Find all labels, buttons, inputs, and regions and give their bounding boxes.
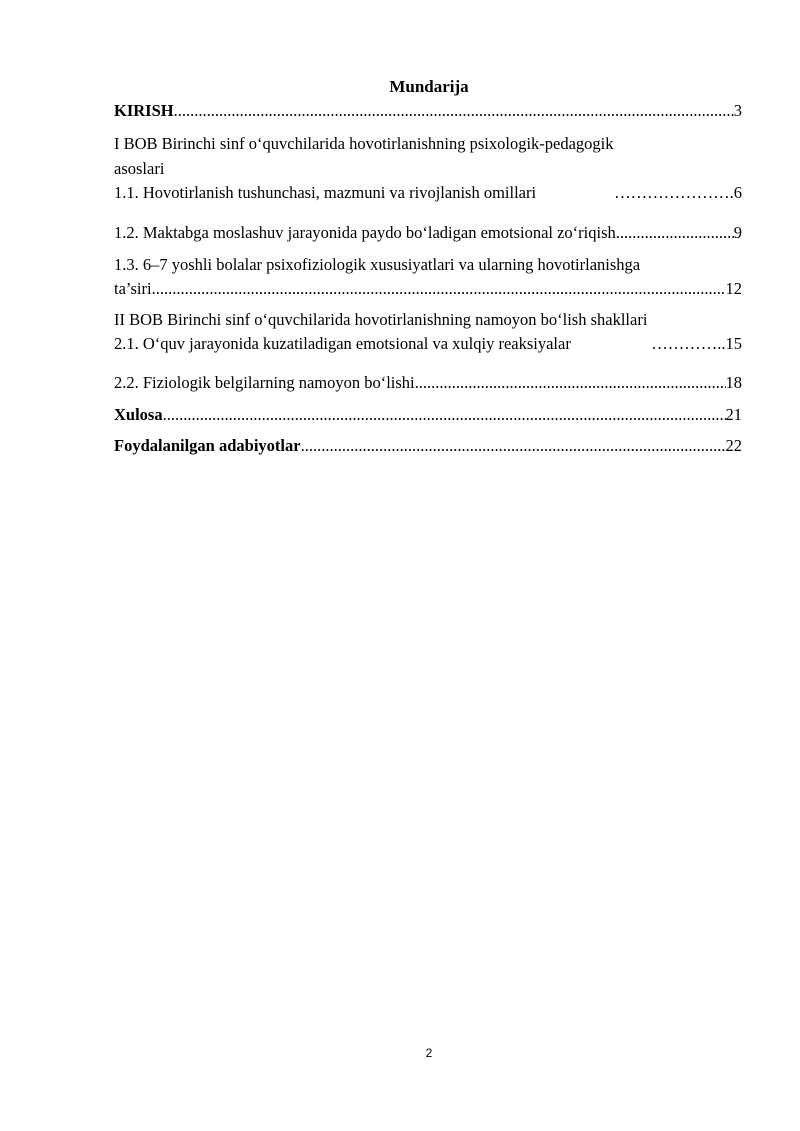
page-number: 2 (425, 1046, 433, 1060)
toc-entry-label: Xulosa (114, 405, 163, 424)
ellipsis-leader: …………………. (614, 183, 734, 202)
toc-page-number: 12 (725, 279, 742, 298)
toc-entry-label: 2.1. O‘quv jarayonida kuzatiladigan emotsional va xulqiy reaksiyalar (114, 334, 571, 353)
toc-page-number: 22 (725, 436, 742, 455)
toc-entry-label: KIRISH (114, 101, 174, 120)
toc-page-number: 3 (733, 101, 742, 120)
ellipsis-leader: ………….. (651, 334, 726, 353)
chapter-1-heading-line-2[interactable]: asoslari (114, 159, 165, 178)
toc-entry-kirish[interactable] (114, 100, 742, 122)
toc-entry-1-3[interactable] (114, 278, 742, 300)
toc-page-number: 9 (733, 223, 742, 242)
toc-entry-2-2[interactable] (114, 372, 742, 394)
toc-entry-adabiyotlar[interactable] (114, 435, 742, 457)
toc-page-number: 15 (725, 334, 742, 353)
toc-entry-label: ta’siri (114, 279, 152, 298)
toc-page-number: 18 (725, 373, 742, 392)
dot-leader (163, 404, 726, 426)
toc-entry-label: Foydalanilgan adabiyotlar (114, 436, 301, 455)
dot-leader (174, 100, 734, 122)
toc-entry-label: 1.1. Hovotirlanish tushunchasi, mazmuni va rivojlanish omillari (114, 183, 537, 202)
toc-page-number: 6 (733, 183, 742, 202)
dot-leader (152, 278, 726, 300)
page-title: Mundarija (389, 77, 469, 96)
toc-page-number: 21 (725, 405, 742, 424)
toc-entry-1-3-line-1[interactable]: 1.3. 6–7 yoshli bolalar psixofiziologik xususiyatlari va ularning hovotirlanishga (114, 255, 641, 274)
toc-entry-label: 1.2. Maktabga moslashuv jarayonida paydo bo‘ladigan emotsional zo‘riqish (114, 223, 616, 242)
toc-entry-1-1[interactable] (114, 182, 742, 204)
chapter-2-heading[interactable]: II BOB Birinchi sinf o‘quvchilarida hovotirlanishning namoyon bo‘lish shakllari (114, 310, 648, 329)
toc-entry-xulosa[interactable] (114, 404, 742, 426)
chapter-1-heading-line-1[interactable]: I BOB Birinchi sinf o‘quvchilarida hovotirlanishning psixologik-pedagogik (114, 134, 614, 153)
dot-leader (415, 372, 726, 394)
toc-entry-label: 2.2. Fiziologik belgilarning namoyon bo‘lishi (114, 373, 415, 392)
dot-leader (616, 222, 734, 244)
toc-entry-1-2[interactable] (114, 222, 742, 244)
toc-entry-2-1[interactable] (114, 333, 742, 355)
dot-leader (301, 435, 726, 457)
